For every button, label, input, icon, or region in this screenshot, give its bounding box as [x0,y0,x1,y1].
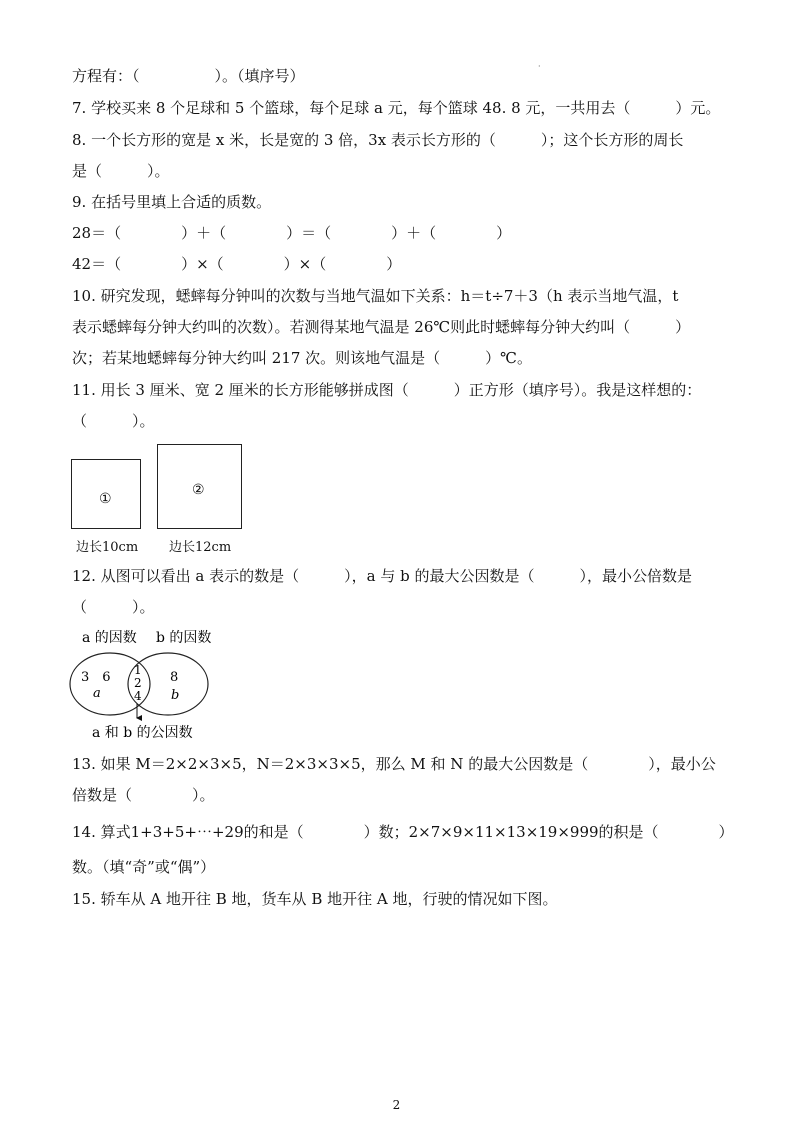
question-10-line3: 次；若某地蟋蟀每分钟大约叫 217 次。则该地气温是（ ）℃。 [72,349,532,367]
venn-common-1: 1 [134,663,142,677]
question-11-line2: （ ）。 [72,412,155,430]
venn-left-letter: a [93,686,101,701]
question-9-row1: 28＝（ ）＋（ ）＝（ ）＋（ ） [72,224,512,242]
question-7: 7. 学校买来 8 个足球和 5 个篮球，每个足球 a 元，每个篮球 48. 8 元，一共用去（ ）元。 [72,99,721,117]
square-2-label: ② [192,482,205,498]
q6-continued-line: 方程有：（ ）。（填序号） [72,67,305,85]
question-10-line1: 10. 研究发现，蟋蟀每分钟叫的次数与当地气温如下关系：h＝t÷7＋3（h 表示当地气温，t [72,287,679,305]
venn-right-number: 8 [170,670,179,685]
question-10-line2: 表示蟋蟀每分钟大约叫的次数）。若测得某地气温是 26℃则此时蟋蟀每分钟大约叫（ ） [72,318,691,336]
venn-label-b: b 的因数 [156,630,212,646]
venn-common-2: 2 [134,676,142,690]
question-11-line1: 11. 用长 3 厘米、宽 2 厘米的长方形能够拼成图（ ）正方形（填序号）。我是这样想的： [72,381,702,399]
question-12-line2: （ ）。 [72,598,155,616]
question-14-line2: 数。（填“奇”或“偶”） [72,858,216,876]
square-1-caption: 边长10cm [76,540,139,555]
venn-bottom-label: a 和 b 的公因数 [92,725,193,741]
square-2-caption: 边长12cm [169,540,232,555]
question-8-line2: 是（ ）。 [72,162,170,180]
question-13-line1: 13. 如果 M＝2×2×3×5，N＝2×3×3×5，那么 M 和 N 的最大公因数是（ ），最小公 [72,755,716,773]
venn-right-letter: b [171,688,180,703]
question-14-line1: 14. 算式1+3+5+⋯+29的和是（ ）数；2×7×9×11×13×19×999的积是（ ） [72,823,734,841]
question-9-row2: 42＝（ ）×（ ）×（ ） [72,255,402,273]
question-8-line1: 8. 一个长方形的宽是 x 米，长是宽的 3 倍，3x 表示长方形的（ ）；这个长方形的周长 [72,131,684,149]
square-1 [71,459,141,529]
venn-common-3: 4 [134,689,142,703]
square-2 [157,444,242,529]
venn-left-numbers: 3 6 [81,670,111,685]
question-9: 9. 在括号里填上合适的质数。 [72,193,272,211]
question-13-line2: 倍数是（ ）。 [72,786,215,804]
page-number: 2 [392,1098,401,1112]
question-12-line1: 12. 从图可以看出 a 表示的数是（ ），a 与 b 的最大公因数是（ ），最小公倍数是 [72,567,692,585]
venn-label-a: a 的因数 [82,630,137,646]
question-15: 15. 轿车从 A 地开往 B 地，货车从 B 地开往 A 地，行驶的情况如下图。 [72,890,558,908]
venn-diagram [60,620,240,745]
stray-dot: · [538,62,541,71]
square-1-label: ① [99,491,112,507]
